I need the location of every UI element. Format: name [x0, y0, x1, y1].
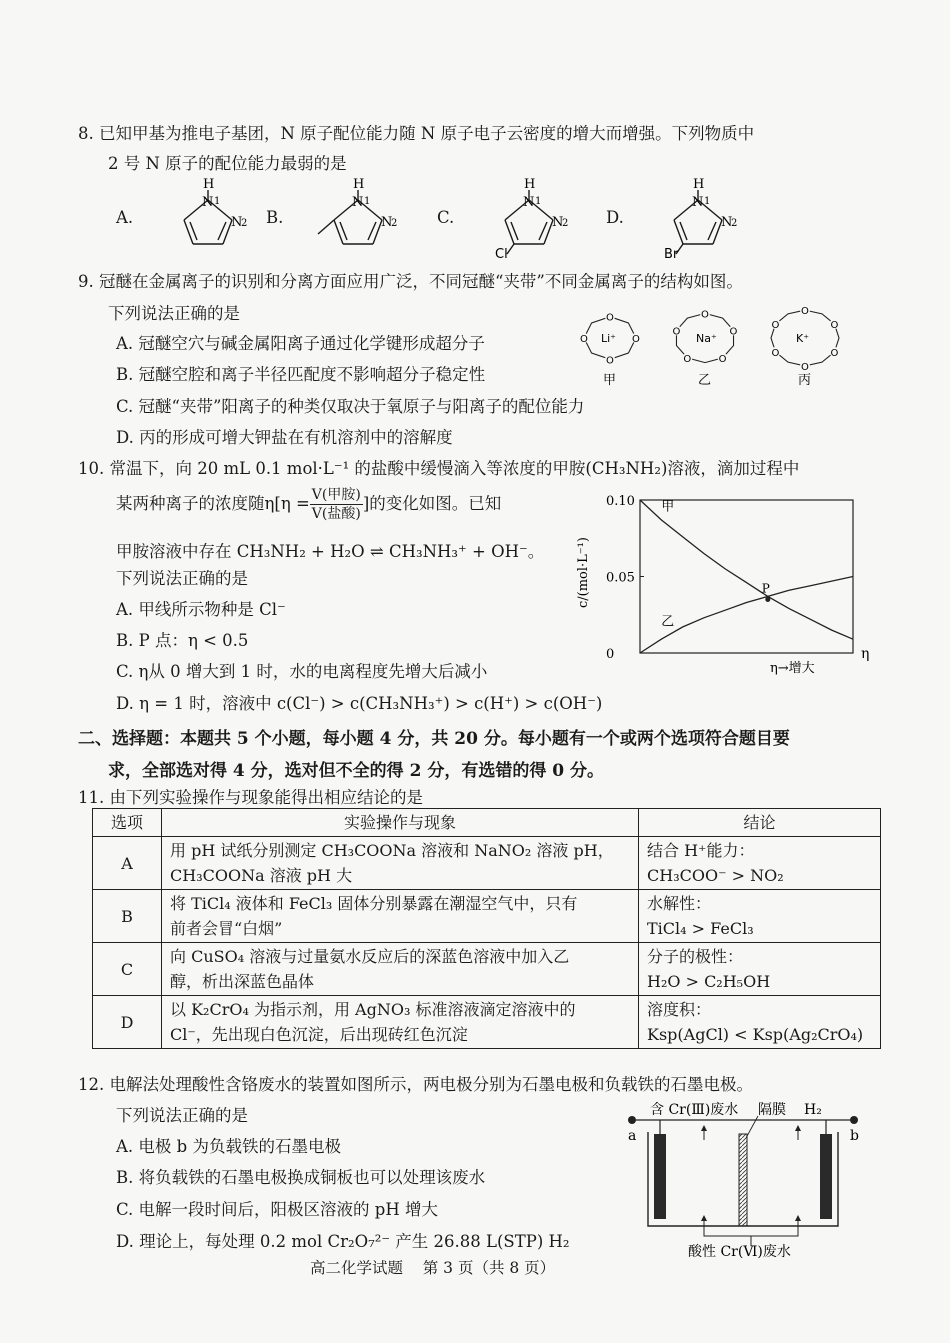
row-operation — [162, 837, 639, 890]
q9-stem-line2: 下列说法正确的是 — [108, 304, 240, 323]
q9-option-a[interactable]: A. 冠醚空穴与碱金属阳离子通过化学键形成超分子 — [116, 334, 485, 353]
q10-eta-suffix: ]的变化如图。已知 — [362, 494, 502, 513]
crown-ether-2 — [671, 308, 738, 388]
option-letter: C. — [437, 208, 455, 227]
q10-option-b[interactable]: B. P 点：η < 0.5 — [116, 631, 249, 650]
atom-label: 2 — [241, 218, 248, 229]
footer — [310, 1256, 555, 1278]
metal-ion: Na⁺ — [696, 332, 717, 345]
conc-line: 水解性： — [647, 894, 712, 913]
crown-name: 甲 — [603, 373, 617, 388]
oxygen-atom: O — [771, 347, 780, 359]
bond — [505, 220, 514, 244]
atom-label: 1 — [214, 196, 221, 207]
atom-label: 1 — [704, 196, 711, 207]
oxygen-atom: O — [729, 326, 738, 338]
oxygen-atom: O — [606, 312, 614, 324]
atom-label: 2 — [731, 218, 738, 229]
eta-numerator: V(甲胺) — [311, 487, 361, 503]
q12-stem-line1: 12. 电解法处理酸性含铬废水的装置如图所示，两电极分别为石墨电极和负载铁的石墨电极。 — [78, 1075, 753, 1094]
terminal-a — [628, 1116, 636, 1124]
header-option: 选项 — [93, 809, 162, 837]
atom-label: N — [352, 195, 364, 210]
metal-ion: Li⁺ — [601, 332, 616, 345]
pyrazole-structure — [296, 178, 406, 258]
point-label: P — [761, 581, 770, 596]
atom-label: N — [552, 215, 564, 230]
intersection-point — [765, 597, 770, 602]
substituent-label: Cl — [495, 247, 508, 258]
row-letter: D — [93, 996, 162, 1049]
q10-option-d[interactable]: D. η = 1 时，溶液中 c(Cl⁻) > c(CH₃NH₃⁺) > c(H⁺) > c(OH⁻) — [116, 694, 603, 713]
q12-option-a[interactable]: A. 电极 b 为负载铁的石墨电极 — [116, 1137, 341, 1156]
y-tick-label: 0.10 — [606, 494, 635, 509]
op-line: CH₃COONa 溶液 pH 大 — [170, 866, 353, 885]
atom-label: H — [693, 178, 705, 192]
oxygen-atom: O — [830, 320, 839, 332]
op-line: Cl⁻，先出现白色沉淀，后出现砖红色沉淀 — [170, 1025, 468, 1044]
arrowhead — [701, 1215, 707, 1221]
inflow-pipe — [704, 1218, 798, 1236]
atom-label: 2 — [391, 218, 398, 229]
oxygen-atom: O — [632, 334, 640, 345]
q12-option-b[interactable]: B. 将负载铁的石墨电极换成铜板也可以处理该废水 — [116, 1168, 486, 1187]
op-line: 以 K₂CrO₄ 为指示剂，用 AgNO₃ 标准溶液滴定溶液中的 — [170, 1000, 576, 1019]
pyrazole-structure — [467, 178, 577, 258]
conc-line: CH₃COO⁻ > NO₂ — [647, 866, 784, 885]
q9-option-b[interactable]: B. 冠醚空腔和离子半径匹配度不影响超分子稳定性 — [116, 365, 486, 384]
op-line: 用 pH 试纸分别测定 CH₃COONa 溶液和 NaNO₂ 溶液 pH， — [170, 841, 614, 860]
header-conclusion: 结论 — [639, 809, 881, 837]
q10-equilibrium: 甲胺溶液中存在 CH₃NH₂ + H₂O ⇌ CH₃NH₃⁺ + OH⁻。 — [116, 542, 545, 561]
row-conclusion — [639, 837, 881, 890]
conc-line: 溶度积： — [647, 1000, 712, 1019]
crown-ether-figure — [570, 300, 860, 390]
membrane-pointer — [746, 1116, 758, 1138]
arrowhead — [795, 1215, 801, 1221]
table-row[interactable] — [93, 837, 881, 890]
electrode-a — [654, 1134, 666, 1219]
pyrazole-structure — [146, 178, 256, 258]
y-tick-label: 0.05 — [606, 570, 635, 586]
electrode-b-label: b — [850, 1128, 859, 1144]
bond — [674, 220, 683, 244]
atom-label: N — [231, 215, 243, 230]
row-letter: C — [93, 943, 162, 996]
q10-eta-prefix: 某两种离子的浓度随η[η = — [116, 494, 310, 513]
oxygen-atom: O — [701, 309, 709, 321]
op-line: 醇，析出深蓝色晶体 — [170, 972, 315, 991]
q10-eta-definition — [116, 486, 501, 523]
q9-option-c[interactable]: C. 冠醚“夹带”阳离子的种类仅取决于氧原子与阳离子的配位能力 — [116, 397, 585, 416]
q12-stem-line2: 下列说法正确的是 — [116, 1106, 248, 1125]
y-axis-label: c/(mol·L⁻¹) — [576, 537, 591, 608]
header-operation: 实验操作与现象 — [162, 809, 639, 837]
crown-ether-1 — [579, 312, 641, 388]
atom-label: N — [523, 195, 535, 210]
q12-option-d[interactable]: D. 理论上，每处理 0.2 mol Cr₂O₇²⁻ 产生 26.88 L(STP) H₂ — [116, 1232, 570, 1251]
oxygen-atom: O — [580, 334, 588, 345]
x-axis-symbol: η — [861, 646, 870, 662]
q9-stem-line1: 9. 冠醚在金属离子的识别和分离方面应用广泛，不同冠醚“夹带”不同金属离子的结构如图。 — [78, 272, 743, 291]
q8-stem-line2: 2 号 N 原子的配位能力最弱的是 — [108, 154, 347, 173]
eta-denominator: V(盐酸) — [311, 506, 361, 522]
substituent-label: Br — [664, 247, 679, 258]
row-operation — [162, 943, 639, 996]
pyrazole-structure — [636, 178, 746, 258]
row-operation — [162, 996, 639, 1049]
atom-label: H — [524, 178, 536, 192]
q11-stem: 11. 由下列实验操作与现象能得出相应结论的是 — [78, 788, 423, 807]
atom-label: N — [202, 195, 214, 210]
conc-line: H₂O > C₂H₅OH — [647, 972, 771, 991]
section2-heading-line2: 求，全部选对得 4 分，选对但不全的得 2 分，有选错的得 0 分。 — [108, 761, 604, 781]
conc-line: 分子的极性： — [647, 947, 744, 966]
op-line: 向 CuSO₄ 溶液与过量氨水反应后的深蓝色溶液中加入乙 — [170, 947, 570, 966]
option-letter: B. — [266, 208, 284, 227]
row-letter: B — [93, 890, 162, 943]
op-line: 前者会冒“白烟” — [170, 919, 283, 938]
bond — [184, 220, 193, 244]
plot-frame — [640, 500, 853, 653]
crown-ether-3 — [771, 305, 840, 388]
table-row[interactable] — [93, 996, 881, 1049]
atom-label: 1 — [535, 196, 542, 207]
bottom-label: 酸性 Cr(Ⅵ)废水 — [688, 1244, 791, 1258]
atom-label: N — [381, 215, 393, 230]
bond — [334, 220, 343, 244]
row-conclusion — [639, 996, 881, 1049]
atom-label: H — [203, 178, 215, 192]
top-label: 含 Cr(Ⅲ)废水 — [650, 1102, 739, 1118]
q8-stem-line1: 8. 已知甲基为推电子基团，N 原子配位能力随 N 原子电子云密度的增大而增强。下列物质中 — [78, 124, 755, 143]
oxygen-atom: O — [771, 320, 780, 332]
q12-option-c[interactable]: C. 电解一段时间后，阳极区溶液的 pH 增大 — [116, 1200, 438, 1219]
atom-label: 1 — [364, 196, 371, 207]
y-tick-label: 0 — [606, 647, 615, 662]
atom-label: N — [692, 195, 704, 210]
option-letter: A. — [116, 208, 134, 227]
atom-label: N — [721, 215, 733, 230]
series-label: 乙 — [661, 614, 675, 630]
q10-stem-line4: 下列说法正确的是 — [116, 569, 248, 588]
terminal-b — [850, 1116, 858, 1124]
conc-line: TiCl₄ > FeCl₃ — [647, 919, 754, 938]
x-axis-label: η→增大 — [770, 661, 815, 676]
row-conclusion — [639, 890, 881, 943]
table-row[interactable] — [93, 890, 881, 943]
series-label: 甲 — [661, 499, 675, 515]
row-conclusion — [639, 943, 881, 996]
arrowhead — [795, 1125, 801, 1131]
electrode-b — [820, 1134, 832, 1219]
row-letter: A — [93, 837, 162, 890]
section2-heading-line1: 二、选择题：本题共 5 个小题，每小题 4 分，共 20 分。每小题有一个或两个选项符合题目要 — [78, 729, 790, 749]
eta-fraction — [310, 486, 363, 523]
crown-name: 乙 — [698, 373, 712, 388]
footer-subject: 高二化学试题 — [310, 1259, 404, 1277]
op-line: 将 TiCl₄ 液体和 FeCl₃ 固体分别暴露在潮湿空气中，只有 — [170, 894, 578, 913]
q10-stem-line1: 10. 常温下，向 20 mL 0.1 mol·L⁻¹ 的盐酸中缓慢滴入等浓度的甲胺(CH₃NH₂)溶液，滴加过程中 — [78, 459, 800, 478]
table-header-row — [93, 809, 881, 837]
q9-option-d[interactable]: D. 丙的形成可增大钾盐在有机溶剂中的溶解度 — [116, 428, 453, 447]
oxygen-atom: O — [683, 353, 692, 365]
q10-option-c[interactable]: C. η从 0 增大到 1 时，水的电离程度先增大后减小 — [116, 662, 488, 681]
metal-ion: K⁺ — [796, 332, 810, 345]
oxygen-atom: O — [606, 355, 614, 367]
q10-chart — [565, 488, 885, 688]
atom-label: 2 — [562, 218, 569, 229]
substituent-bond — [507, 244, 514, 254]
conc-line: Ksp(AgCl) < Ksp(Ag₂CrO₄) — [647, 1025, 864, 1044]
conc-line: 结合 H⁺能力： — [647, 841, 755, 860]
q11-table — [92, 808, 881, 1049]
oxygen-atom: O — [672, 326, 681, 338]
h2-label: H₂ — [804, 1102, 822, 1118]
arrowhead — [701, 1125, 707, 1131]
membrane — [739, 1134, 747, 1226]
table-row[interactable] — [93, 943, 881, 996]
methyl-bond — [318, 220, 334, 234]
option-letter: D. — [606, 208, 624, 227]
atom-label: H — [353, 178, 365, 192]
electrolysis-cell-diagram — [618, 1098, 868, 1258]
membrane-label: 隔膜 — [758, 1102, 786, 1118]
oxygen-atom: O — [830, 347, 839, 359]
q10-option-a[interactable]: A. 甲线所示物种是 Cl⁻ — [116, 600, 286, 619]
oxygen-atom: O — [718, 353, 727, 365]
oxygen-atom: O — [801, 306, 809, 318]
row-operation — [162, 890, 639, 943]
electrode-a-label: a — [628, 1128, 637, 1144]
crown-name: 丙 — [798, 373, 812, 388]
oxygen-atom: O — [801, 361, 809, 373]
footer-page: 第 3 页（共 8 页） — [422, 1259, 556, 1277]
